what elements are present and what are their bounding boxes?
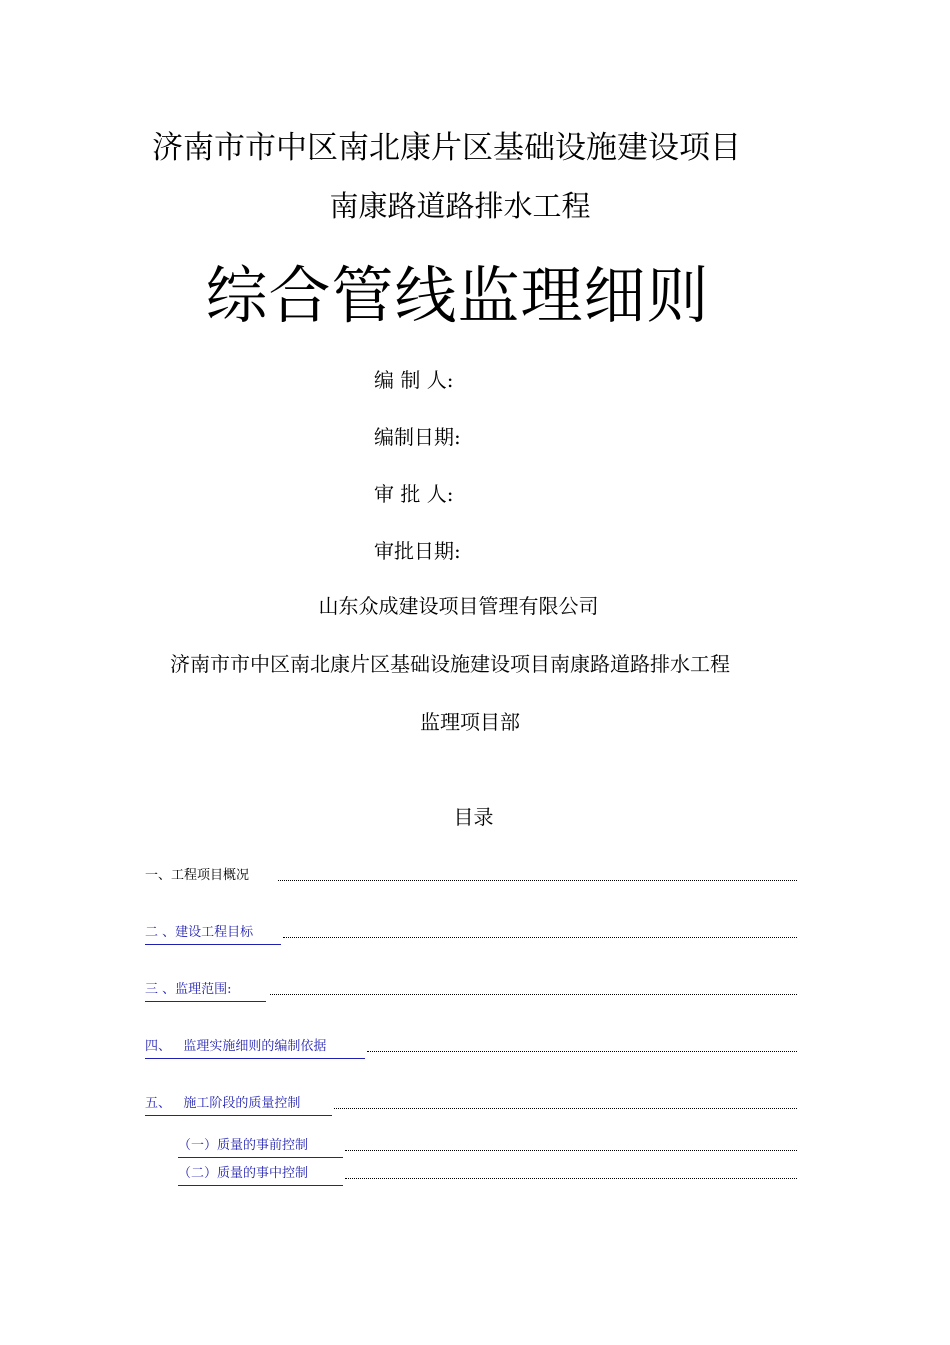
toc-item[interactable]: [0, 1136, 950, 1160]
department-name: 监理项目部: [420, 710, 520, 734]
document-main-title: 综合管线监理细则: [205, 259, 710, 332]
toc-item[interactable]: [0, 923, 950, 947]
toc-leader-dots: [283, 937, 797, 938]
field-editor: 编 制 人:: [374, 368, 454, 392]
toc-leader-dots: [367, 1051, 797, 1052]
project-full-name: 济南市市中区南北康片区基础设施建设项目南康路道路排水工程: [170, 652, 730, 676]
field-approver: 审 批 人:: [374, 482, 454, 506]
toc-leader-dots: [270, 994, 797, 995]
toc-item[interactable]: [0, 1037, 950, 1061]
toc-leader-dots: [334, 1108, 797, 1109]
toc-leader-dots: [278, 880, 797, 881]
toc-leader-dots: [345, 1150, 797, 1151]
toc-item[interactable]: [0, 980, 950, 1004]
toc-item[interactable]: [0, 1164, 950, 1188]
toc-item-label[interactable]: （二）质量的事中控制: [178, 1164, 343, 1186]
toc-title: 目录: [453, 805, 494, 829]
toc-leader-dots: [345, 1178, 797, 1179]
company-name: 山东众成建设项目管理有限公司: [318, 594, 599, 618]
toc-item-label[interactable]: 五、 施工阶段的质量控制: [145, 1094, 332, 1116]
field-edit-date: 编制日期:: [374, 425, 461, 449]
toc-item-label[interactable]: 二 、建设工程目标: [145, 923, 281, 945]
toc-item-label[interactable]: 一、工程项目概况: [145, 868, 250, 883]
toc-item-label[interactable]: 四、 监理实施细则的编制依据: [145, 1037, 365, 1059]
project-title-line1: 济南市市中区南北康片区基础设施建设项目: [152, 130, 741, 166]
field-approve-date: 审批日期:: [374, 539, 461, 563]
project-title-line2: 南康路道路排水工程: [329, 189, 591, 223]
toc-item-label[interactable]: 三 、监理范围:: [145, 980, 266, 1002]
toc-item-label[interactable]: （一）质量的事前控制: [178, 1136, 343, 1158]
toc-item[interactable]: [0, 866, 950, 890]
toc-item[interactable]: [0, 1094, 950, 1118]
